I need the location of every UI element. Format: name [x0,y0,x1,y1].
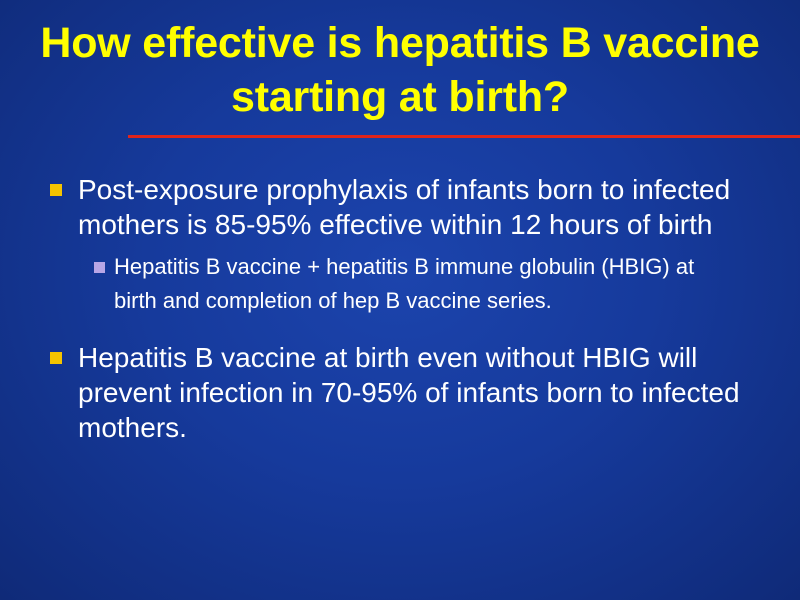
slide-title: How effective is hepatitis B vaccine starting at birth? [40,19,760,121]
square-bullet-icon [50,184,62,196]
slide-content [46,172,766,445]
title-underline [128,135,800,138]
bullet-item [46,172,766,242]
square-sub-bullet-icon [94,262,105,273]
sub-bullet-text: Hepatitis B vaccine + hepatitis B immune globulin (HBIG) at birth and completion of hep B vaccine series. [114,254,695,313]
bullet-item [46,340,766,445]
square-bullet-icon [50,352,62,364]
sub-bullet-item [114,250,734,318]
bullet-text: Post-exposure prophylaxis of infants born to infected mothers is 85-95% effective within 12 hours of birth [78,174,731,240]
bullet-text: Hepatitis B vaccine at birth even without HBIG will prevent infection in 70-95% of infants born to infected mothers. [78,342,740,443]
